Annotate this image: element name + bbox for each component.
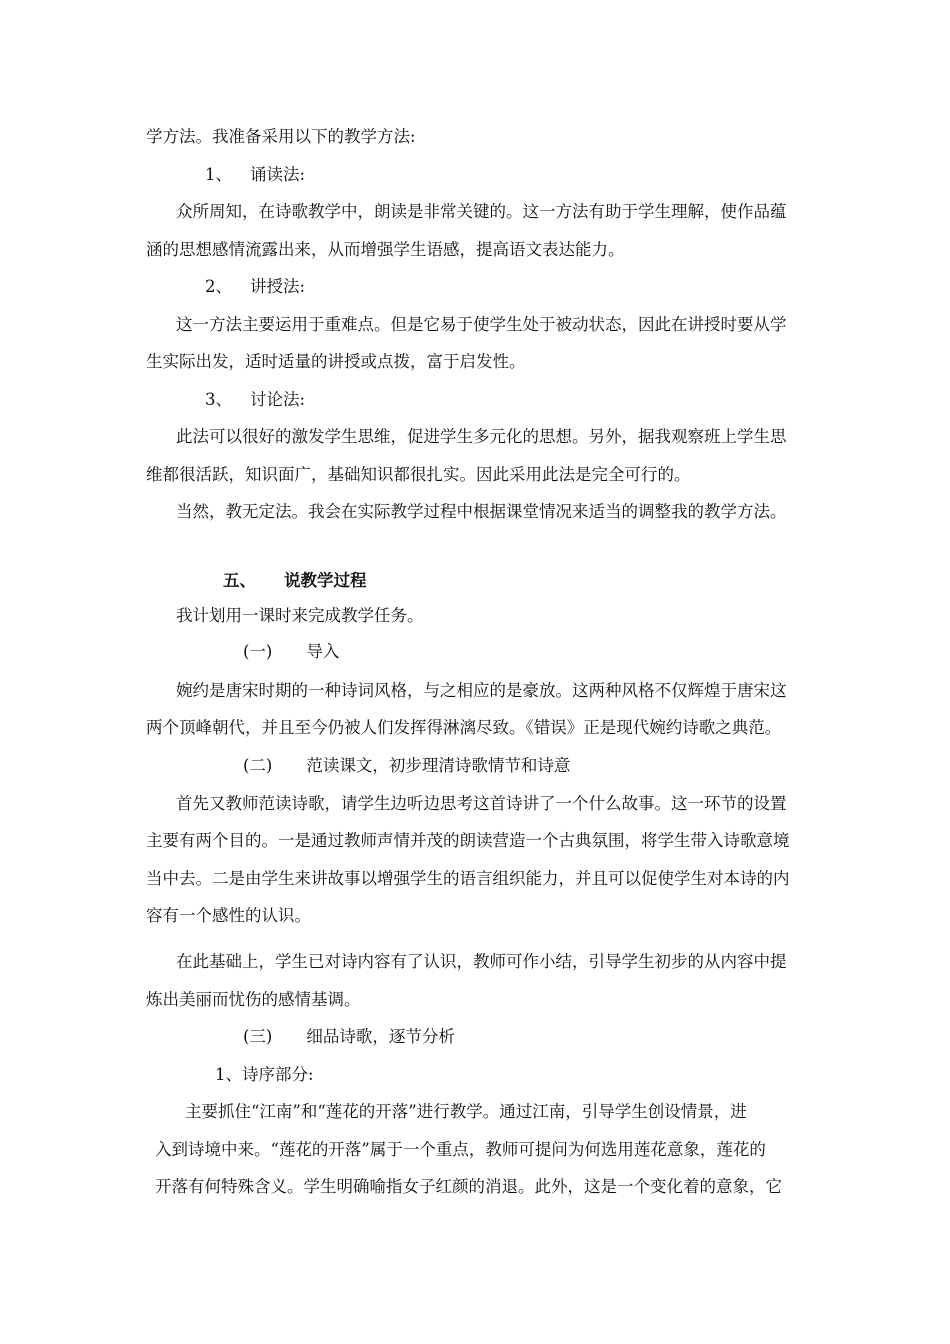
subsection-title: 细品诗歌，逐节分析	[306, 1027, 455, 1046]
list-item-2	[205, 277, 305, 297]
text-line: 两个顶峰朝代，并且至今仍被人们发挥得淋漓尽致。《错误》正是现代婉约诗歌之典范。	[146, 718, 782, 737]
list-item-1	[205, 165, 305, 185]
list-number: 1、	[205, 165, 232, 184]
text-line: 在此基础上，学生已对诗内容有了认识，教师可作小结，引导学生初步的从内容中提	[176, 952, 787, 971]
section-title: 说教学过程	[284, 571, 367, 590]
text-line: 容有一个感性的认识。	[146, 906, 311, 925]
text-line: 维都很活跃，知识面广，基础知识都很扎实。因此采用此法是完全可行的。	[146, 465, 691, 484]
text-line: 入到诗境中来。“莲花的开落”属于一个重点，教师可提问为何选用莲花意象，莲花的	[155, 1140, 766, 1159]
text-line: 当然，教无定法。我会在实际教学过程中根据课堂情况来适当的调整我的教学方法。	[176, 502, 787, 521]
subsection-title: 导入	[306, 642, 340, 661]
text-line: 生实际出发，适时适量的讲授或点拨，富于启发性。	[146, 352, 526, 371]
text-line: 首先又教师范读诗歌，请学生边听边思考这首诗讲了一个什么故事。这一环节的设置	[176, 794, 787, 813]
text-line: 众所周知，在诗歌教学中，朗读是非常关键的。这一方法有助于学生理解，使作品蕴	[176, 202, 787, 221]
text-line: 开落有何特殊含义。学生明确喻指女子红颜的消退。此外，这是一个变化着的意象，它	[155, 1177, 782, 1196]
text-line: 主要抓住“江南”和“莲花的开落”进行教学。通过江南，引导学生创设情景，进	[185, 1102, 747, 1121]
list-number: 2、	[205, 277, 232, 296]
list-label: 讲授法:	[250, 277, 306, 296]
subsection-title: 范读课文，初步理清诗歌情节和诗意	[306, 756, 571, 775]
subsection-heading	[243, 642, 339, 662]
text-line: 婉约是唐宋时期的一种诗词风格，与之相应的是豪放。这两种风格不仅辉煌于唐宋这	[176, 681, 787, 700]
subsection-number: (二)	[243, 756, 273, 775]
text-line: 涵的思想感情流露出来，从而增强学生语感，提高语文表达能力。	[146, 240, 625, 259]
text-line: 学方法。我准备采用以下的教学方法:	[146, 127, 416, 146]
text-line: 炼出美丽而忧伤的感情基调。	[146, 990, 361, 1009]
text-line: 主要有两个目的。一是通过教师声情并茂的朗读营造一个古典氛围，将学生带入诗歌意境	[146, 831, 790, 850]
subsection-number: (一)	[243, 642, 273, 661]
list-item-3	[205, 390, 305, 410]
section-number: 五、	[223, 571, 256, 590]
list-label: 诵读法:	[250, 165, 306, 184]
section-heading	[223, 571, 367, 591]
subsection-heading	[243, 1027, 455, 1047]
text-line: 这一方法主要运用于重难点。但是它易于使学生处于被动状态，因此在讲授时要从学	[176, 315, 787, 334]
subsection-number: (三)	[243, 1027, 273, 1046]
text-line: 1、诗序部分:	[215, 1065, 314, 1084]
subsection-heading	[243, 756, 570, 776]
text-line: 当中去。二是由学生来讲故事以增强学生的语言组织能力，并且可以促使学生对本诗的内	[146, 869, 790, 888]
text-line: 此法可以很好的激发学生思维，促进学生多元化的思想。另外，据我观察班上学生思	[176, 427, 787, 446]
text-line: 我计划用一课时来完成教学任务。	[176, 606, 424, 625]
list-label: 讨论法:	[250, 390, 306, 409]
list-number: 3、	[205, 390, 232, 409]
